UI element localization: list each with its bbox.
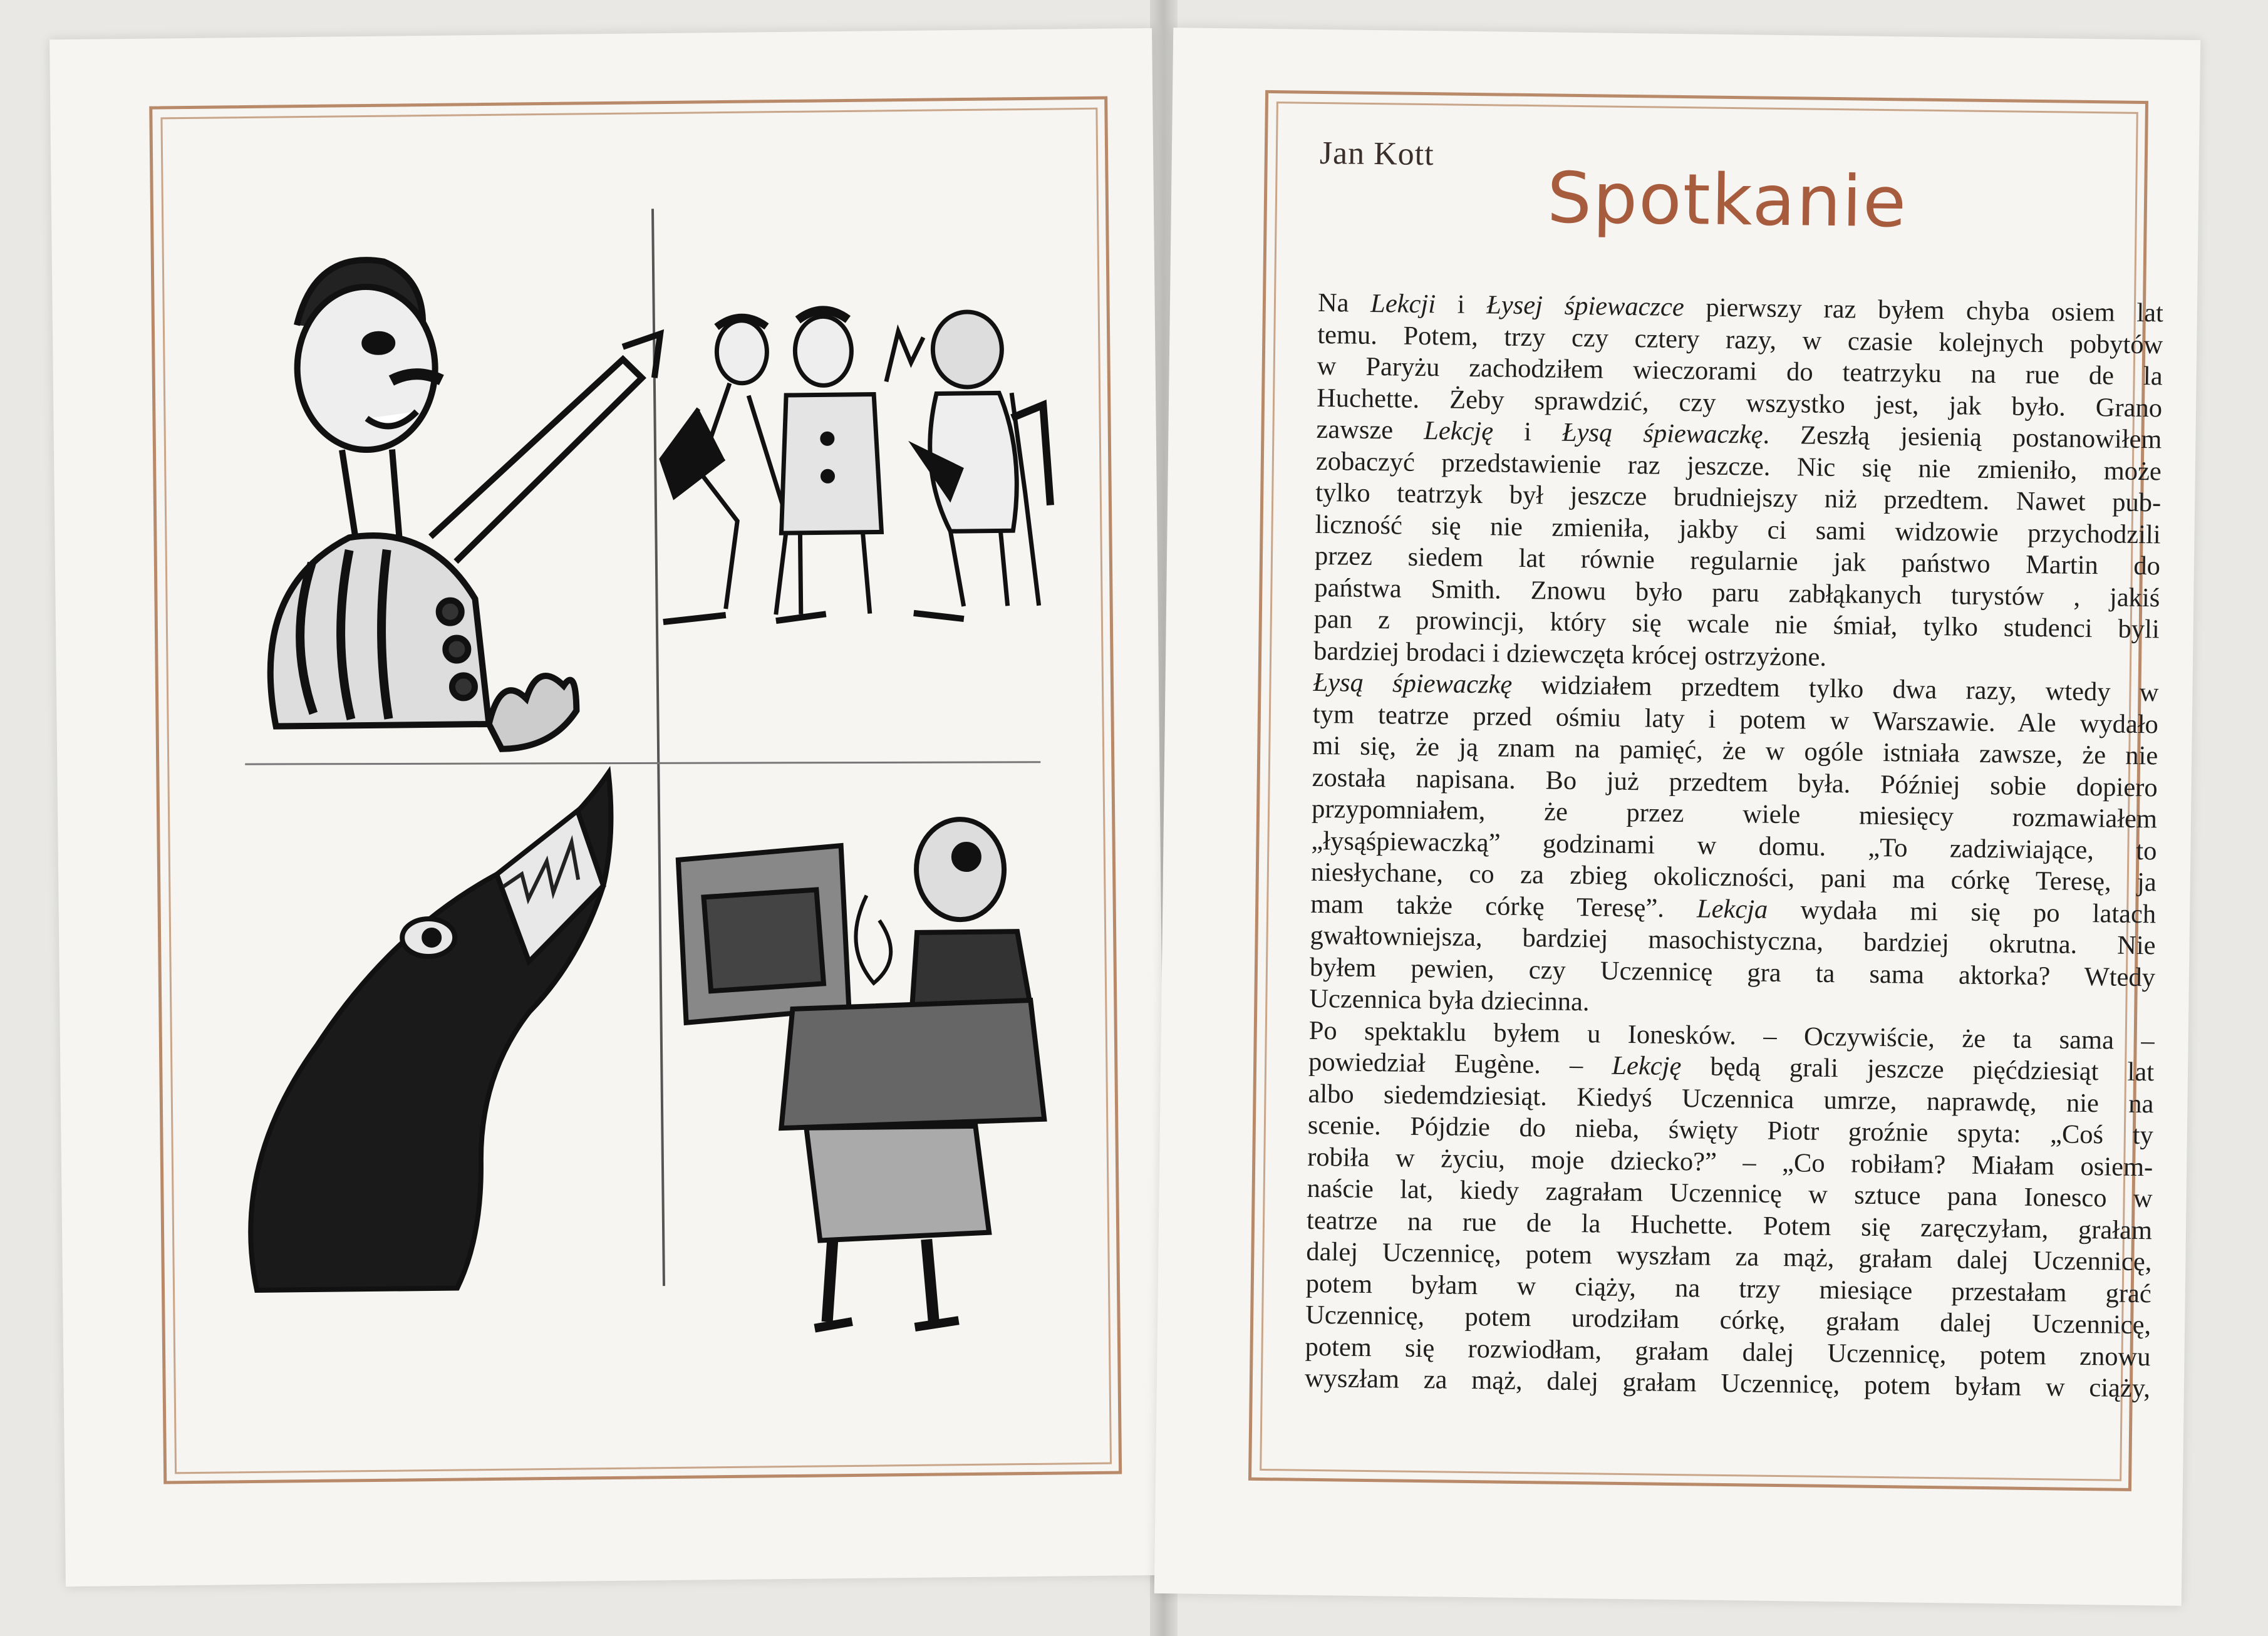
body-line: robiła w życiu, moje dziecko?” – „Co robiłam? Miałam osiem- <box>1307 1142 2153 1182</box>
body-line: Uczennica była dziecinna. <box>1309 983 1590 1017</box>
body-line: teatrze na rue de la Huchette. Potem się zaręczyłam, grałam <box>1306 1205 2153 1245</box>
body-line: mi się, że ją znam na pamięć, że w ogóle istniała zawsze, że nie <box>1312 730 2158 771</box>
body-line: przez siedem lat równie regularnie jak państwo Martin do <box>1314 541 2161 581</box>
body-line: została napisana. Bo już przedtem była. Później sobie dopiero <box>1312 762 2158 802</box>
body-line: Łysą śpiewaczkę widziałem przedtem tylko dwa razy, wtedy w <box>1313 667 2159 708</box>
body-line: zawsze Lekcję i Łysą śpiewaczkę. Zeszłą jesienią postanowiłem <box>1316 414 2162 455</box>
body-line: przypomniałem, że przez wiele miesięcy rozmawiałem <box>1311 794 2158 834</box>
author-name: Jan Kott <box>1319 135 1435 173</box>
body-line: gwałtowniejsza, bardziej masochistyczna, bardziej okrutna. Nie <box>1310 920 2156 961</box>
body-line: wyszłam za mąż, dalej grałam Uczennicę, potem byłam w ciąży, <box>1304 1363 2151 1404</box>
drawing-black-creature <box>246 773 616 1290</box>
left-page <box>49 28 1168 1587</box>
body-line: „łysąśpiewaczką” godzinami w domu. „To zadziwiające, to <box>1311 826 2157 866</box>
body-line: mam także córkę Teresę”. Lekcja wydała mi się po latach <box>1310 889 2157 929</box>
body-line: byłem pewien, czy Uczennicę gra ta sama aktorka? Wtedy <box>1309 952 2156 992</box>
body-line: powiedział Eugène. – Lekcję będą grali jeszcze pięćdziesiąt lat <box>1308 1047 2155 1087</box>
body-line: potem się rozwiodłam, grałam dalej Uczennicę, potem znowu <box>1305 1332 2151 1372</box>
body-line: tym teatrze przed ośmiu laty i potem w Warszawie. Ale wydało <box>1312 699 2159 739</box>
body-line: Po spektaklu byłem u Ionesków. – Oczywiście, że ta sama – <box>1308 1015 2155 1055</box>
drawing-three-figures <box>660 308 1052 622</box>
body-line: naście lat, kiedy zagrałam Uczennicę w sztuce pana Ionesco w <box>1307 1173 2153 1214</box>
body-line: niesłychane, co za zbieg okoliczności, pani ma córkę Teresę, ja <box>1310 857 2157 898</box>
drawings-illustration <box>220 205 1065 1379</box>
body-line: bardziej brodaci i dziewczęta krócej ostrzyżone. <box>1313 636 1827 672</box>
body-line: Na Lekcji i Łysej śpiewaczce pierwszy raz byłem chyba osiem lat <box>1317 287 2164 328</box>
article-body <box>1305 287 2163 1405</box>
body-line: państwa Smith. Znowu było paru zabłąkanych turystów , jakiś <box>1314 572 2160 613</box>
body-line: w Paryżu zachodziłem wieczorami do teatrzyku na rue de la <box>1317 351 2163 391</box>
body-line: albo siedemdziesiąt. Kiedyś Uczennica umrze, naprawdę, nie na <box>1308 1079 2154 1119</box>
body-line: tylko teatrzyk był jeszcze brudniejszy niż przedtem. Nawet pub- <box>1315 477 2162 518</box>
body-line: zobaczyć przedstawienie raz jeszcze. Nic się nie zmieniło, może <box>1315 446 2162 486</box>
body-line: Huchette. Żeby sprawdzić, czy wszystko jest, jak było. Grano <box>1316 383 2163 423</box>
body-line: scenie. Pójdzie do nieba, święty Piotr groźnie spyta: „Coś ty <box>1307 1110 2154 1151</box>
body-line: Uczennicę, potem urodziłam córkę, grałam dalej Uczennicę, <box>1305 1300 2151 1340</box>
body-line: potem byłam w ciąży, na trzy miesiące przestałam grać <box>1305 1268 2152 1308</box>
body-line: liczność się nie zmieniła, jakby ci sami widzowie przychodzili <box>1315 509 2161 549</box>
childrens-drawings <box>220 205 1065 1379</box>
drawing-abstract-figure <box>678 819 1046 1330</box>
right-page <box>1154 28 2200 1606</box>
article-title: Spotkanie <box>1546 157 1908 244</box>
drawing-man-pointing <box>266 257 665 751</box>
body-line: pan z prowincji, który się wcale nie śmiał, tylko studenci byli <box>1313 604 2160 645</box>
body-line: dalej Uczennicę, potem wyszłam za mąż, grałam dalej Uczennicę, <box>1306 1236 2152 1277</box>
body-line: temu. Potem, trzy czy cztery razy, w czasie kolejnych pobytów <box>1317 319 2163 360</box>
